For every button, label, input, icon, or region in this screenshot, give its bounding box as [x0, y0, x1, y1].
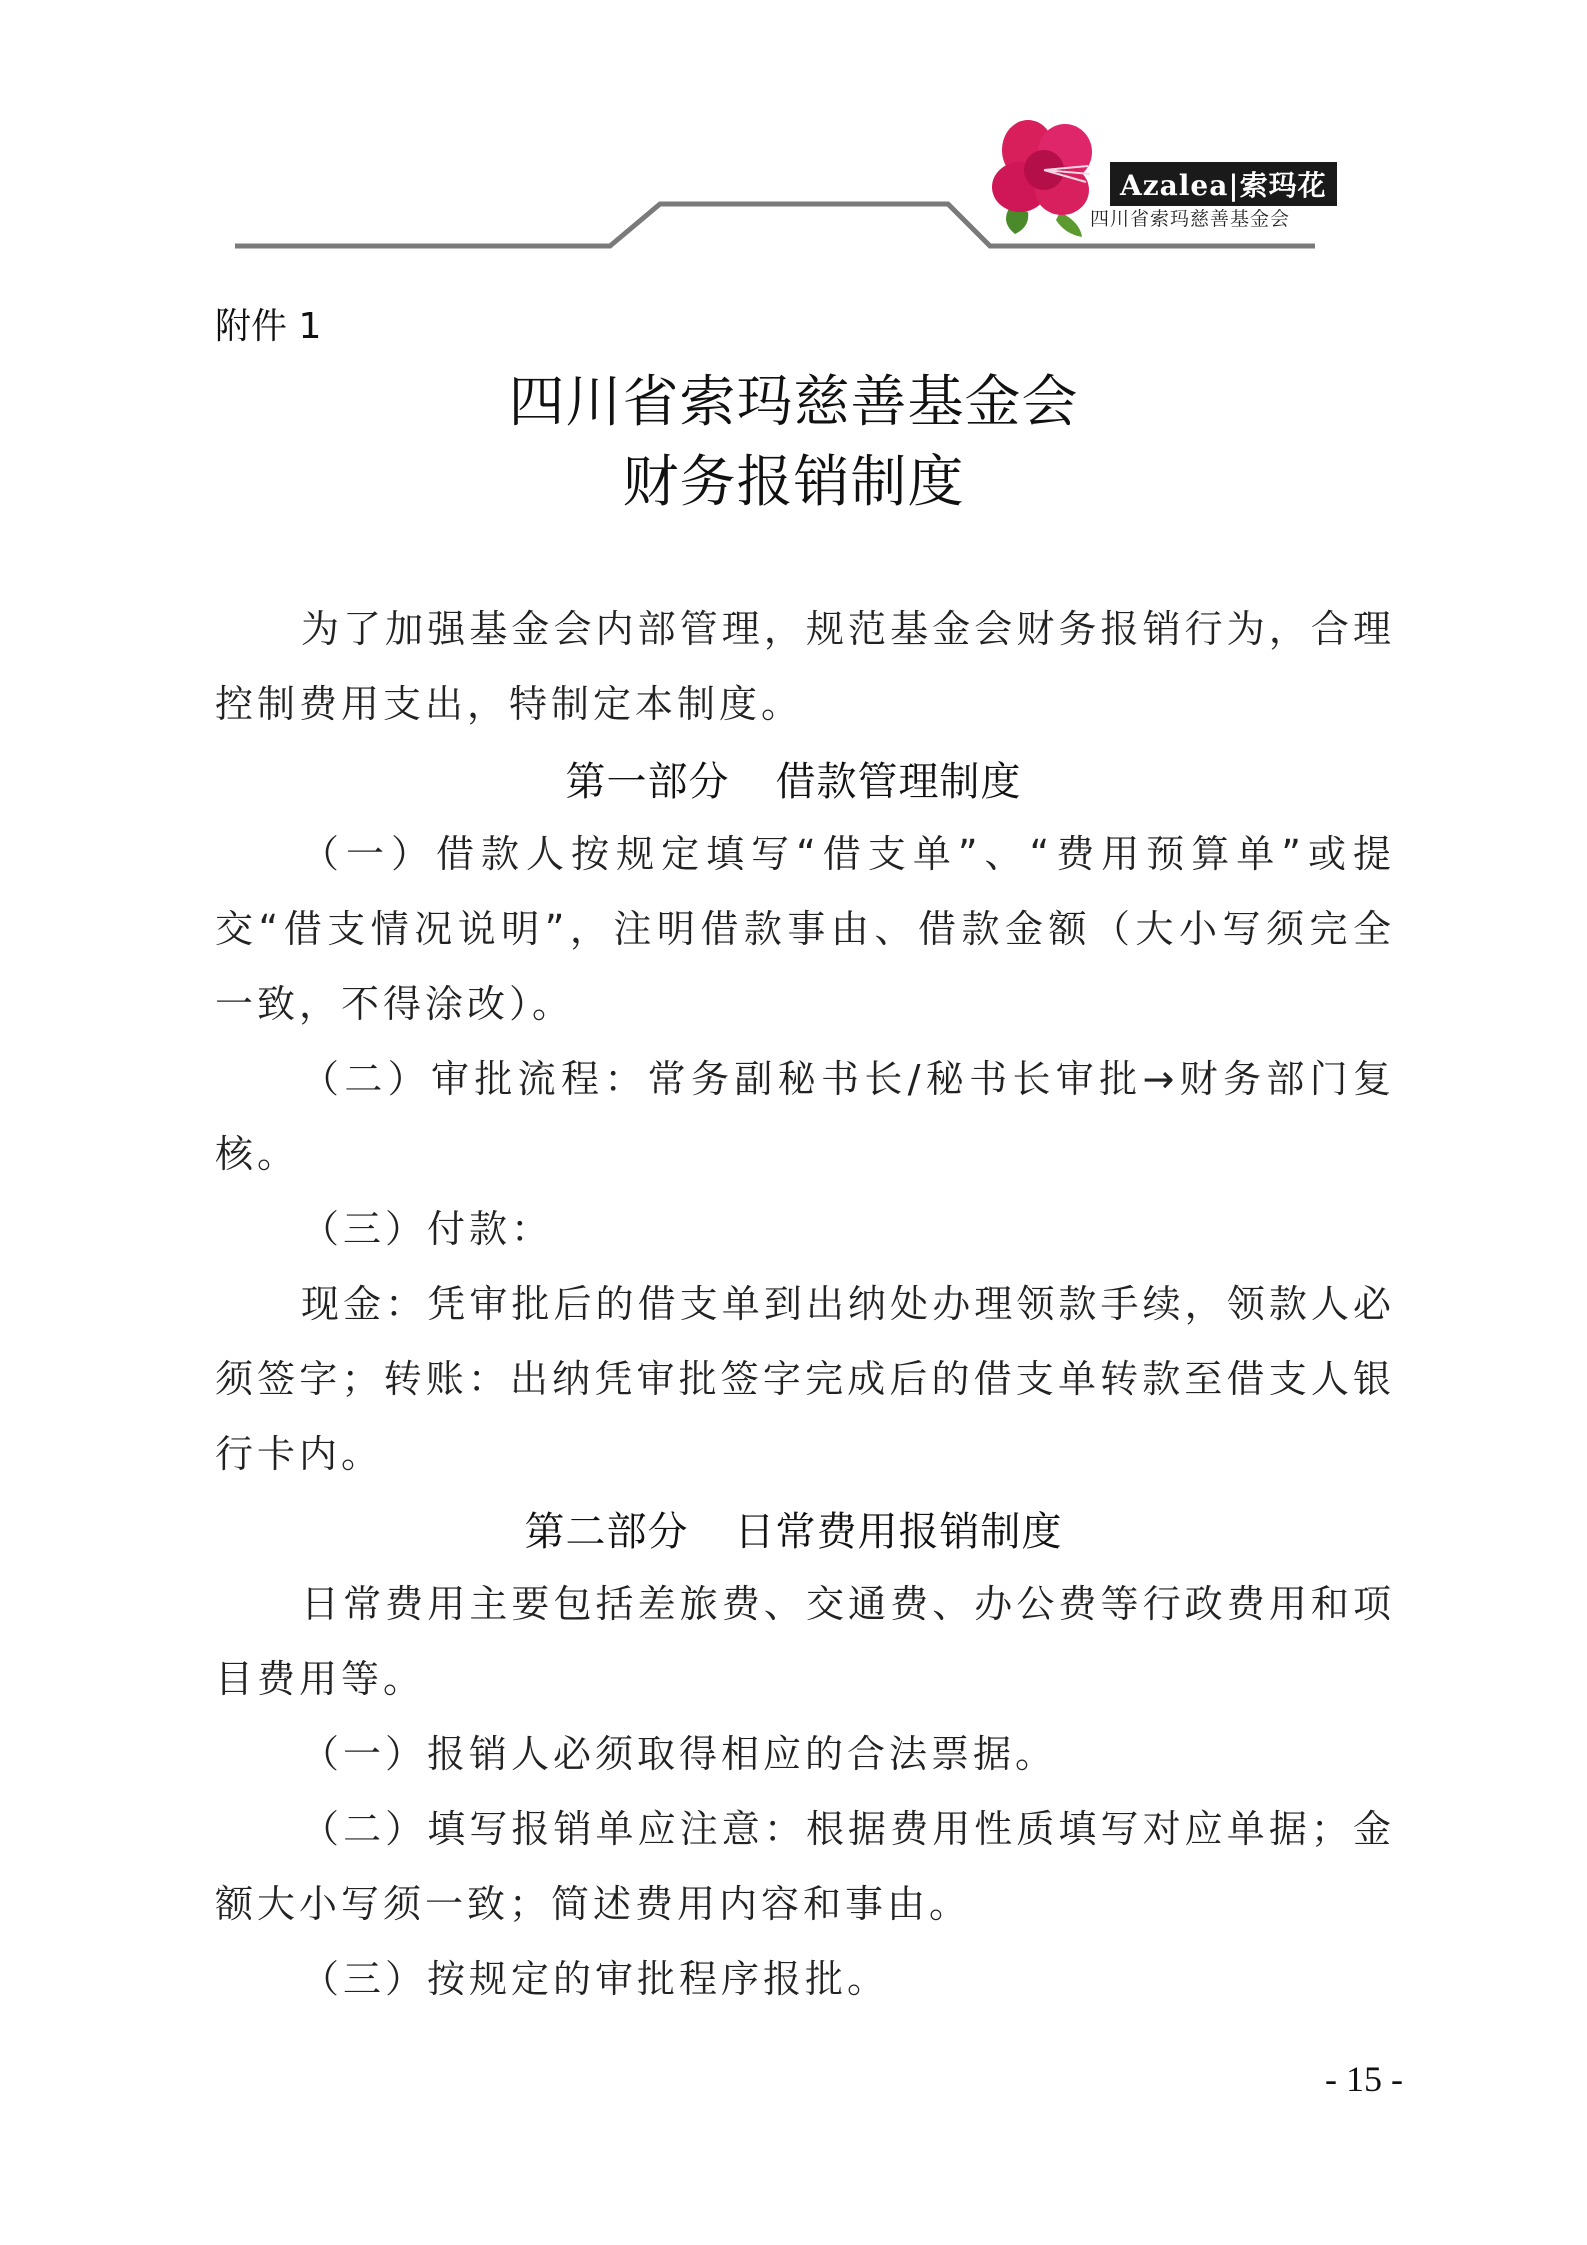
intro-paragraph: 为了加强基金会内部管理，规范基金会财务报销行为，合理控制费用支出，特制定本制度。: [215, 607, 1395, 726]
logo-brand: Azalea|索玛花: [1110, 162, 1337, 206]
document-title-line2: 财务报销制度: [622, 450, 965, 515]
document-title-line1: 四川省索玛慈善基金会: [508, 370, 1079, 435]
part2-item2: （二）填写报销单应注意：根据费用性质填写对应单据；金额大小写须一致；简述费用内容和事由。: [215, 1807, 1395, 1926]
part1-item1: （一）借款人按规定填写“借支单”、“费用预算单”或提交“借支情况说明”，注明借款事由、借款金额（大小写须完全一致，不得涂改）。: [215, 832, 1395, 1026]
azalea-logo: [990, 112, 1327, 242]
part1-heading-name: 借款管理制度: [775, 759, 1022, 805]
part2-heading-part: 第二部分: [524, 1509, 689, 1555]
part1-heading-part: 第一部分: [565, 759, 730, 805]
page-number: - 15 -: [1325, 2059, 1403, 2099]
logo-org-name: 四川省索玛慈善基金会: [1090, 208, 1291, 230]
part1-heading: [0, 750, 1587, 807]
part2-heading: [0, 1500, 1587, 1557]
part1-item2: （二）审批流程：常务副秘书长/秘书长审批→财务部门复核。: [215, 1057, 1395, 1176]
part2-intro: 日常费用主要包括差旅费、交通费、办公费等行政费用和项目费用等。: [215, 1582, 1395, 1701]
logo-brand-en: Azalea: [1120, 169, 1229, 202]
part2-heading-name: 日常费用报销制度: [734, 1509, 1063, 1555]
logo-brand-cn: 索玛花: [1239, 169, 1327, 202]
part2-item3: （三）按规定的审批程序报批。: [301, 1957, 890, 2001]
attachment-label: 附件 1: [215, 306, 322, 347]
part1-item3-detail: 现金：凭审批后的借支单到出纳处办理领款手续，领款人必须签字；转账：出纳凭审批签字完成后的借支单转款至借支人银行卡内。: [215, 1282, 1395, 1476]
part1-item3: （三）付款：: [301, 1207, 554, 1251]
part2-item1: （一）报销人必须取得相应的合法票据。: [301, 1732, 1058, 1776]
header-rule: [0, 0, 1587, 260]
